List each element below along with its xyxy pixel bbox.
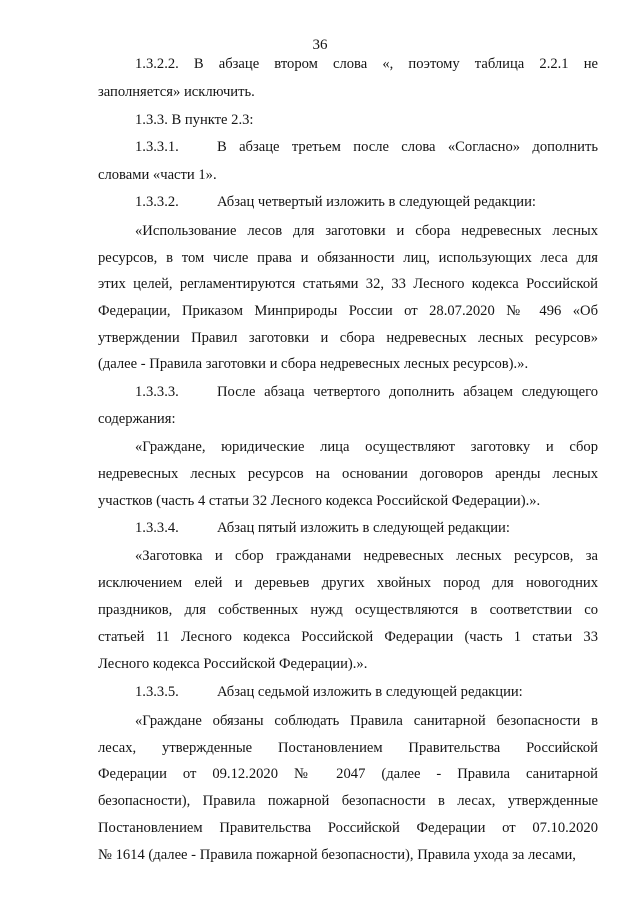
line-text: 1.3.2.2. В абзаце втором слова «, поэтому таблица 2.2.1 не: [135, 56, 598, 72]
line-text: этих целей, регламентируются статьями 32, 33 Лесного кодекса Российской: [98, 276, 598, 292]
line-text: Лесного кодекса Российской Федерации).».: [98, 656, 368, 672]
text-line: [135, 219, 598, 243]
line-text: содержания:: [98, 411, 176, 427]
line-text: статьей 11 Лесного кодекса Российской Федерации (часть 1 статьи 33: [98, 629, 598, 645]
text-line: [135, 135, 598, 159]
text-line: [135, 544, 598, 568]
line-text: словами «части 1».: [98, 167, 217, 183]
text-line: [135, 190, 598, 214]
text-line: [135, 380, 598, 404]
line-text: праздников, для собственных нужд осуществляются в соответствии со: [98, 602, 598, 618]
line-text: «Заготовка и сбор гражданами недревесных лесных ресурсов, за: [135, 548, 598, 564]
item-number: 1.3.3.2.: [135, 194, 179, 210]
text-line: [98, 462, 598, 486]
text-line: [98, 163, 598, 187]
text-line: [98, 736, 598, 760]
text-line: [98, 80, 598, 104]
text-line: [135, 516, 598, 540]
line-text: «Граждане обязаны соблюдать Правила санитарной безопасности в: [135, 713, 598, 729]
line-text: Абзац седьмой изложить в следующей редакции:: [217, 684, 523, 700]
item-number: 1.3.3.3.: [135, 384, 179, 400]
text-line: [98, 272, 598, 296]
text-line: [98, 489, 598, 513]
item-number: 1.3.3.1.: [135, 139, 179, 155]
line-text: 1.3.3. В пункте 2.3:: [135, 112, 254, 128]
line-text: ресурсов, в том числе права и обязанности лиц, использующих леса для: [98, 250, 598, 266]
text-line: [98, 598, 598, 622]
text-line: [135, 52, 598, 76]
line-text: Федерации от 09.12.2020 № 2047 (далее - Правила санитарной: [98, 766, 598, 782]
text-line: [135, 108, 598, 132]
line-text: утверждении Правил заготовки и сбора недревесных лесных ресурсов»: [98, 330, 598, 346]
line-text: безопасности), Правила пожарной безопасности в лесах, утвержденные: [98, 793, 598, 809]
line-text: «Граждане, юридические лица осуществляют заготовку и сбор: [135, 439, 598, 455]
line-text: исключением елей и деревьев других хвойных пород для новогодних: [98, 575, 598, 591]
text-line: [98, 843, 598, 867]
line-text: «Использование лесов для заготовки и сбора недревесных лесных: [135, 223, 598, 239]
line-text: № 1614 (далее - Правила пожарной безопасности), Правила ухода за лесами,: [98, 847, 576, 863]
text-line: [98, 571, 598, 595]
line-text: В абзаце третьем после слова «Согласно» дополнить: [217, 139, 598, 155]
text-line: [98, 816, 598, 840]
line-text: заполняется» исключить.: [98, 84, 255, 100]
text-line: [98, 762, 598, 786]
line-text: Постановлением Правительства Российской Федерации от 07.10.2020: [98, 820, 598, 836]
text-line: [98, 326, 598, 350]
text-line: [135, 680, 598, 704]
text-line: [98, 652, 598, 676]
item-number: 1.3.3.5.: [135, 684, 179, 700]
line-text: Федерации, Приказом Минприроды России от 28.07.2020 № 496 «Об: [98, 303, 598, 319]
line-text: После абзаца четвертого дополнить абзацем следующего: [217, 384, 598, 400]
page-number: 36: [312, 37, 328, 53]
line-text: недревесных лесных ресурсов на основании договоров аренды лесных: [98, 466, 598, 482]
line-text: (далее - Правила заготовки и сбора недревесных лесных ресурсов).».: [98, 356, 529, 372]
text-line: [135, 709, 598, 733]
text-line: [98, 625, 598, 649]
line-text: участков (часть 4 статьи 32 Лесного кодекса Российской Федерации).».: [98, 493, 541, 509]
text-line: [98, 246, 598, 270]
text-line: [98, 407, 598, 431]
text-line: [98, 299, 598, 323]
item-number: 1.3.3.4.: [135, 520, 179, 536]
line-text: Абзац четвертый изложить в следующей редакции:: [217, 194, 536, 210]
line-text: Абзац пятый изложить в следующей редакции:: [217, 520, 510, 536]
text-line: [98, 352, 598, 376]
text-line: [135, 435, 598, 459]
text-line: [98, 789, 598, 813]
line-text: лесах, утвержденные Постановлением Правительства Российской: [98, 740, 598, 756]
